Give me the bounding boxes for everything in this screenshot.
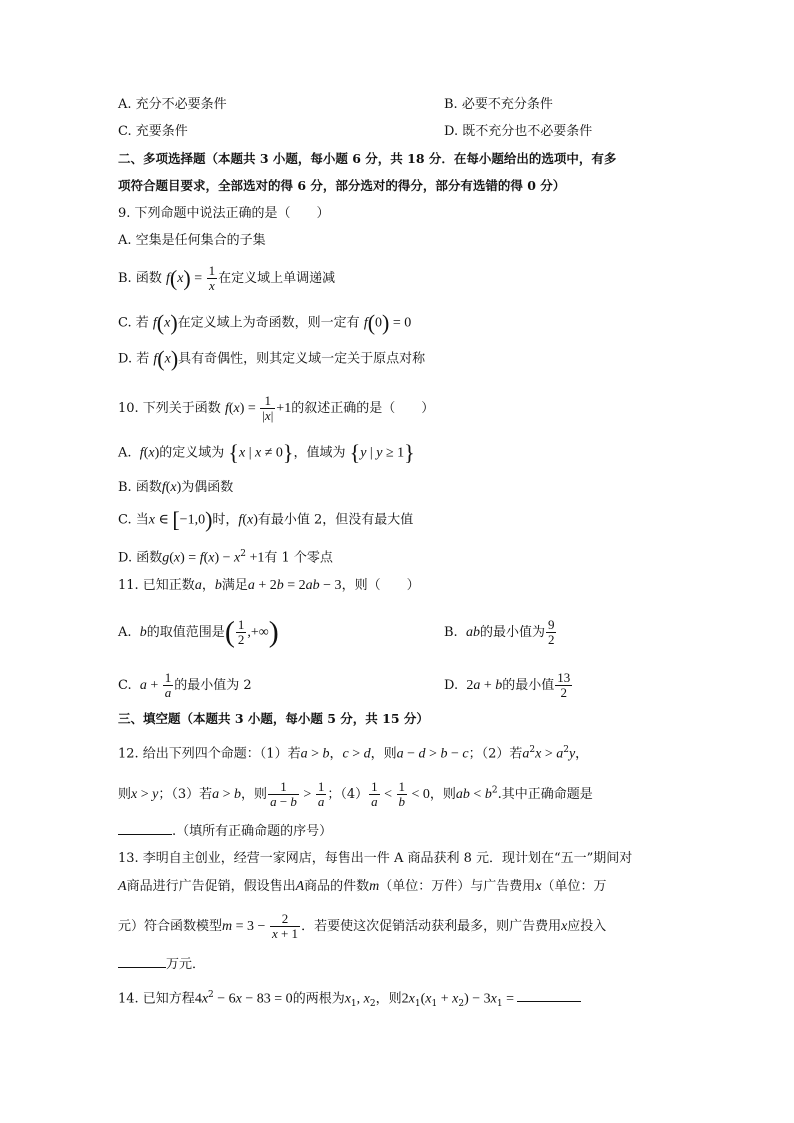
q9-option-c: C. 若 f(x)在定义域上为奇函数，则一定有 f(0) = 0: [118, 310, 412, 335]
q9-option-d: D. 若 f(x)具有奇偶性，则其定义域一定关于原点对称: [118, 346, 426, 371]
q12-line3: .（填所有正确命题的序号）: [118, 822, 332, 841]
q11-option-b: B. ab的最小值为 $\frac{9}{2}$: [444, 617, 555, 647]
q12-line2: 则x > y；（3）若a > b，则 $\frac{1}{a - b}$ > $\frac{1}{a}$ ；（4） $\frac{1}{a}$ < $\frac{1}{b}$ < 0，则ab < $b^2$.其中正确命题是: [118, 779, 593, 809]
q9-stem: 9. 下列命题中说法正确的是（ ）: [118, 206, 330, 221]
q8-option-c: C. 充要条件: [118, 124, 188, 139]
q10-option-d: D. 函数$g(x) = f(x) - x^2 +1$有 1 个零点: [118, 549, 333, 566]
q13-line4: 万元．: [118, 955, 205, 974]
section2-header-line1: 二、多项选择题（本题共 3 小题，每小题 6 分，共 18 分．在每小题给出的选项中，有多: [118, 151, 617, 166]
q10-option-b: B. 函数f(x)为偶函数: [118, 480, 234, 495]
q8-option-a: A. 充分不必要条件: [118, 97, 227, 112]
q14-line: 14. 已知方程$4x^2 - 6x - 83 = 0$的两根为$x_1$, $x_2$，则$2x_1(x_1 + x_2) - 3x_1$ =: [118, 986, 581, 1013]
q14-answer-blank[interactable]: [517, 989, 581, 1002]
q10-option-a: A. f(x)的定义域为 {x | x ≠ 0}，值域为 {y | y ≥ 1}: [118, 440, 415, 465]
q8-option-b: B. 必要不充分条件: [444, 97, 553, 112]
q12-answer-blank[interactable]: [118, 822, 172, 835]
q8-option-d: D. 既不充分也不必要条件: [444, 124, 593, 139]
q11-stem: 11. 已知正数a，b满足a + 2b = 2ab − 3，则（ ）: [118, 578, 420, 593]
q13-line1: 13. 李明自主创业，经营一家网店，每售出一件 A 商品获利 8 元．现计划在“五一”期间对: [118, 851, 633, 866]
q9-option-a: A. 空集是任何集合的子集: [118, 233, 266, 248]
q9-option-b: B. 函数 f(x) = $\frac{1}{x}$ 在定义域上单调递减: [118, 263, 336, 293]
q11-option-c: C. a + $\frac{1}{a}$ 的最小值为 2: [118, 670, 252, 700]
section2-header-line2: 项符合题目要求，全部选对的得 6 分，部分选对的得分，部分有选错的得 0 分）: [118, 178, 566, 193]
q11-option-d: D. 2a + b的最小值 $\frac{13}{2}$: [444, 670, 571, 700]
q13-line3: 元）符合函数模型m = 3 − $\frac{2}{x + 1}$ ．若要使这次促销活动获利最多，则广告费用x应投入: [118, 911, 607, 941]
q12-line1: 12. 给出下列四个命题：（1）若a > b，c > d，则a − d > b − c；（2）若$a^2x > a^2y$，: [118, 745, 589, 762]
q11-option-a: A. b的取值范围是( $\frac{1}{2}$ ,+∞): [118, 615, 279, 649]
q13-line2: A商品进行广告促销，假设售出A商品的件数m（单位：万件）与广告费用x（单位：万: [118, 879, 607, 894]
q10-stem: 10. 下列关于函数 f(x) = $\frac{1}{|x|}$ +1的叙述正确的是（ ）: [118, 393, 435, 423]
q10-option-c: C. 当x ∈ [−1,0)时，f(x)有最小值 2，但没有最大值: [118, 507, 414, 532]
section3-header: 三、填空题（本题共 3 小题，每小题 5 分，共 15 分）: [118, 711, 429, 726]
q13-answer-blank[interactable]: [118, 955, 166, 968]
